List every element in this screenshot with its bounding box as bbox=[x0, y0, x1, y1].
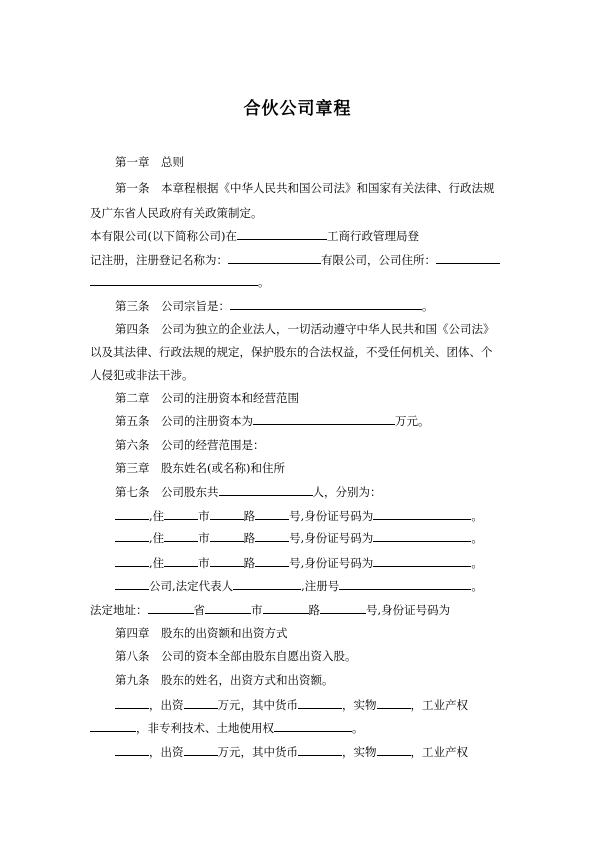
chapter-3-heading: 第三章 股东姓名(或名称)和住所 bbox=[115, 461, 285, 475]
article-9: 第九条 股东的姓名，出资方式和出资额。 bbox=[115, 673, 334, 687]
chapter-1-heading: 第一章 总则 bbox=[115, 155, 184, 169]
blank-field[interactable] bbox=[436, 252, 500, 264]
contribution-row-2: ，出资 万元，其中货币 ，实物 ，工业产权 bbox=[115, 744, 505, 759]
shareholder-row: ,住 市 路 号,身份证号码为 。 bbox=[115, 508, 505, 523]
blank-field[interactable] bbox=[205, 602, 251, 614]
company-shareholder-row: 公司,法定代表人 ,注册号 。 bbox=[115, 578, 505, 593]
blank-field[interactable] bbox=[164, 530, 198, 542]
article-1: 第一条 本章程根据《中华人民共和国公司法》和国家有关法律、行政法规 bbox=[115, 181, 495, 195]
blank-field[interactable] bbox=[90, 720, 136, 732]
legal-address-row: 法定地址： 省 市 路 号,身份证号码为 bbox=[90, 603, 451, 617]
blank-field[interactable] bbox=[255, 508, 289, 520]
blank-field[interactable] bbox=[233, 578, 301, 590]
blank-field[interactable] bbox=[115, 744, 149, 756]
blank-field[interactable] bbox=[115, 555, 149, 567]
article-4-cont-1: 以及其法律、行政法规的规定，保护股东的合法权益，不受任何机关、团体、个 bbox=[90, 345, 493, 359]
blank-field[interactable] bbox=[274, 720, 352, 732]
contribution-row-1-cont: ，非专利技术、土地使用权 。 bbox=[90, 720, 505, 735]
blank-field[interactable] bbox=[115, 578, 149, 590]
blank-field[interactable] bbox=[228, 252, 321, 264]
blank-field[interactable] bbox=[263, 602, 309, 614]
blank-field[interactable] bbox=[298, 697, 342, 709]
blank-field[interactable] bbox=[115, 508, 149, 520]
blank-field[interactable] bbox=[219, 484, 313, 496]
blank-field[interactable] bbox=[164, 555, 198, 567]
contribution-row-1: ，出资 万元，其中货币 ，实物 ，工业产权 bbox=[115, 697, 505, 712]
blank-field[interactable] bbox=[115, 697, 149, 709]
blank-field[interactable] bbox=[164, 508, 198, 520]
article-4: 第四条 公司为独立的企业法人，一切活动遵守中华人民共和国《公司法》 bbox=[115, 322, 495, 336]
article-5: 第五条 公司的注册资本为 万元。 bbox=[115, 414, 430, 428]
article-4-cont-2: 人侵犯或非法干涉。 bbox=[90, 368, 194, 382]
article-7: 第七条 公司股东共 人，分别为： bbox=[115, 485, 382, 499]
blank-field[interactable] bbox=[255, 555, 289, 567]
blank-field[interactable] bbox=[377, 744, 411, 756]
blank-field[interactable] bbox=[237, 228, 327, 240]
chapter-2-heading: 第二章 公司的注册资本和经营范围 bbox=[115, 391, 299, 405]
blank-field[interactable] bbox=[210, 508, 244, 520]
registration-line-3: 。 bbox=[90, 274, 505, 289]
blank-field[interactable] bbox=[339, 578, 471, 590]
blank-field[interactable] bbox=[298, 744, 342, 756]
article-6: 第六条 公司的经营范围是： bbox=[115, 438, 265, 452]
article-1-cont: 及广东省人民政府有关政策制定。 bbox=[90, 206, 263, 220]
blank-field[interactable] bbox=[377, 697, 411, 709]
shareholder-row: ,住 市 路 号,身份证号码为 。 bbox=[115, 530, 505, 545]
blank-field[interactable] bbox=[255, 530, 289, 542]
blank-field[interactable] bbox=[253, 413, 395, 425]
document-title: 合伙公司章程 bbox=[243, 99, 352, 119]
chapter-4-heading: 第四章 股东的出资额和出资方式 bbox=[115, 626, 288, 640]
blank-field[interactable] bbox=[373, 555, 471, 567]
blank-field[interactable] bbox=[230, 298, 422, 310]
blank-field[interactable] bbox=[210, 555, 244, 567]
blank-field[interactable] bbox=[184, 697, 218, 709]
article-3: 第三条 公司宗旨是： 。 bbox=[115, 299, 434, 313]
blank-field[interactable] bbox=[148, 602, 194, 614]
blank-field[interactable] bbox=[373, 508, 471, 520]
blank-field[interactable] bbox=[90, 274, 258, 286]
blank-field[interactable] bbox=[320, 602, 366, 614]
blank-field[interactable] bbox=[184, 744, 218, 756]
blank-field[interactable] bbox=[115, 530, 149, 542]
registration-line-2: 记注册，注册登记名称为： 有限公司，公司住所： bbox=[90, 252, 505, 267]
blank-field[interactable] bbox=[210, 530, 244, 542]
blank-field[interactable] bbox=[373, 530, 471, 542]
registration-line-1: 本有限公司(以下简称公司)在 工商行政管理局登 bbox=[90, 229, 419, 243]
shareholder-row: ,住 市 路 号,身份证号码为 。 bbox=[115, 555, 505, 570]
article-8: 第八条 公司的资本全部由股东自愿出资入股。 bbox=[115, 649, 357, 663]
